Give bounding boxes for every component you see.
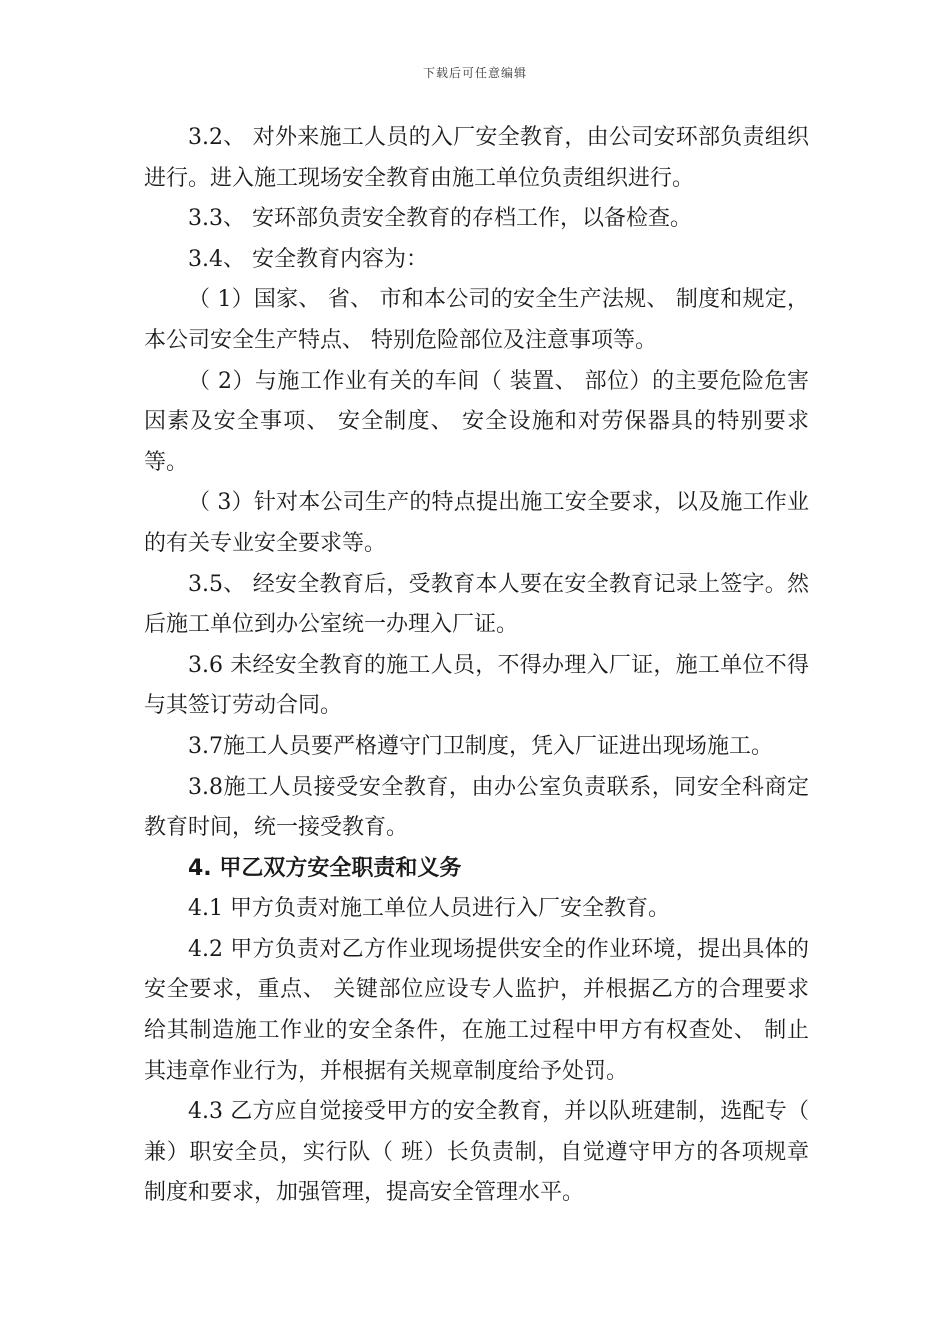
paragraph-item-2: （ 2）与施工作业有关的车间（ 装置、 部位）的主要危险危害因素及安全事项、 安全制度、 安全设施和对劳保器具的特别要求等。: [144, 368, 809, 475]
paragraph-3-7: 3.7施工人员要严格遵守门卫制度，凭入厂证进出现场施工。: [188, 733, 773, 759]
paragraph-3-2: 3.2、 对外来施工人员的入厂安全教育，由公司安环部负责组织进行。进入施工现场安全教育由施工单位负责组织进行。: [144, 125, 809, 191]
paragraph-4-3: 4.3 乙方应自觉接受甲方的安全教育，并以队班建制，选配专（ 兼）职安全员，实行队（ 班）长负责制，自觉遵守甲方的各项规章制度和要求，加强管理，提高安全管理水平。: [144, 1099, 809, 1206]
paragraph-item-3: （ 3）针对本公司生产的特点提出施工安全要求，以及施工作业的有关专业安全要求等。: [144, 490, 809, 556]
paragraph-3-3: 3.3、 安环部负责安全教育的存档工作，以备检查。: [188, 206, 692, 232]
section-heading-4: 4. 甲乙双方安全职责和义务: [188, 855, 462, 881]
paragraph-3-5: 3.5、 经安全教育后，受教育本人要在安全教育记录上签字。然后施工单位到办公室统一办理入厂证。: [144, 571, 809, 638]
paragraph-4-1: 4.1 甲方负责对施工单位人员进行入厂安全教育。: [188, 896, 670, 922]
document-body: [144, 118, 809, 1214]
paragraph-item-1: （ 1）国家、 省、 市和本公司的安全生产法规、 制度和规定，本公司安全生产特点、 特别危险部位及注意事项等。: [144, 287, 809, 353]
paragraph-3-4: 3.4、 安全教育内容为：: [188, 246, 428, 272]
paragraph-3-6: 3.6 未经安全教育的施工人员，不得办理入厂证，施工单位不得与其签订劳动合同。: [144, 652, 809, 719]
paragraph-4-2: 4.2 甲方负责对乙方作业现场提供安全的作业环境，提出具体的安全要求，重点、 关键部位应设专人监护，并根据乙方的合理要求给其制造施工作业的安全条件，在施工过程中甲方有权查处、 制止其违章作业行为，并根据有关规章制度给予处罚。: [144, 936, 809, 1084]
paragraph-3-8: 3.8施工人员接受安全教育，由办公室负责联系，同安全科商定教育时间，统一接受教育。: [144, 774, 809, 841]
page-header: 下载后可任意编辑: [422, 66, 527, 80]
